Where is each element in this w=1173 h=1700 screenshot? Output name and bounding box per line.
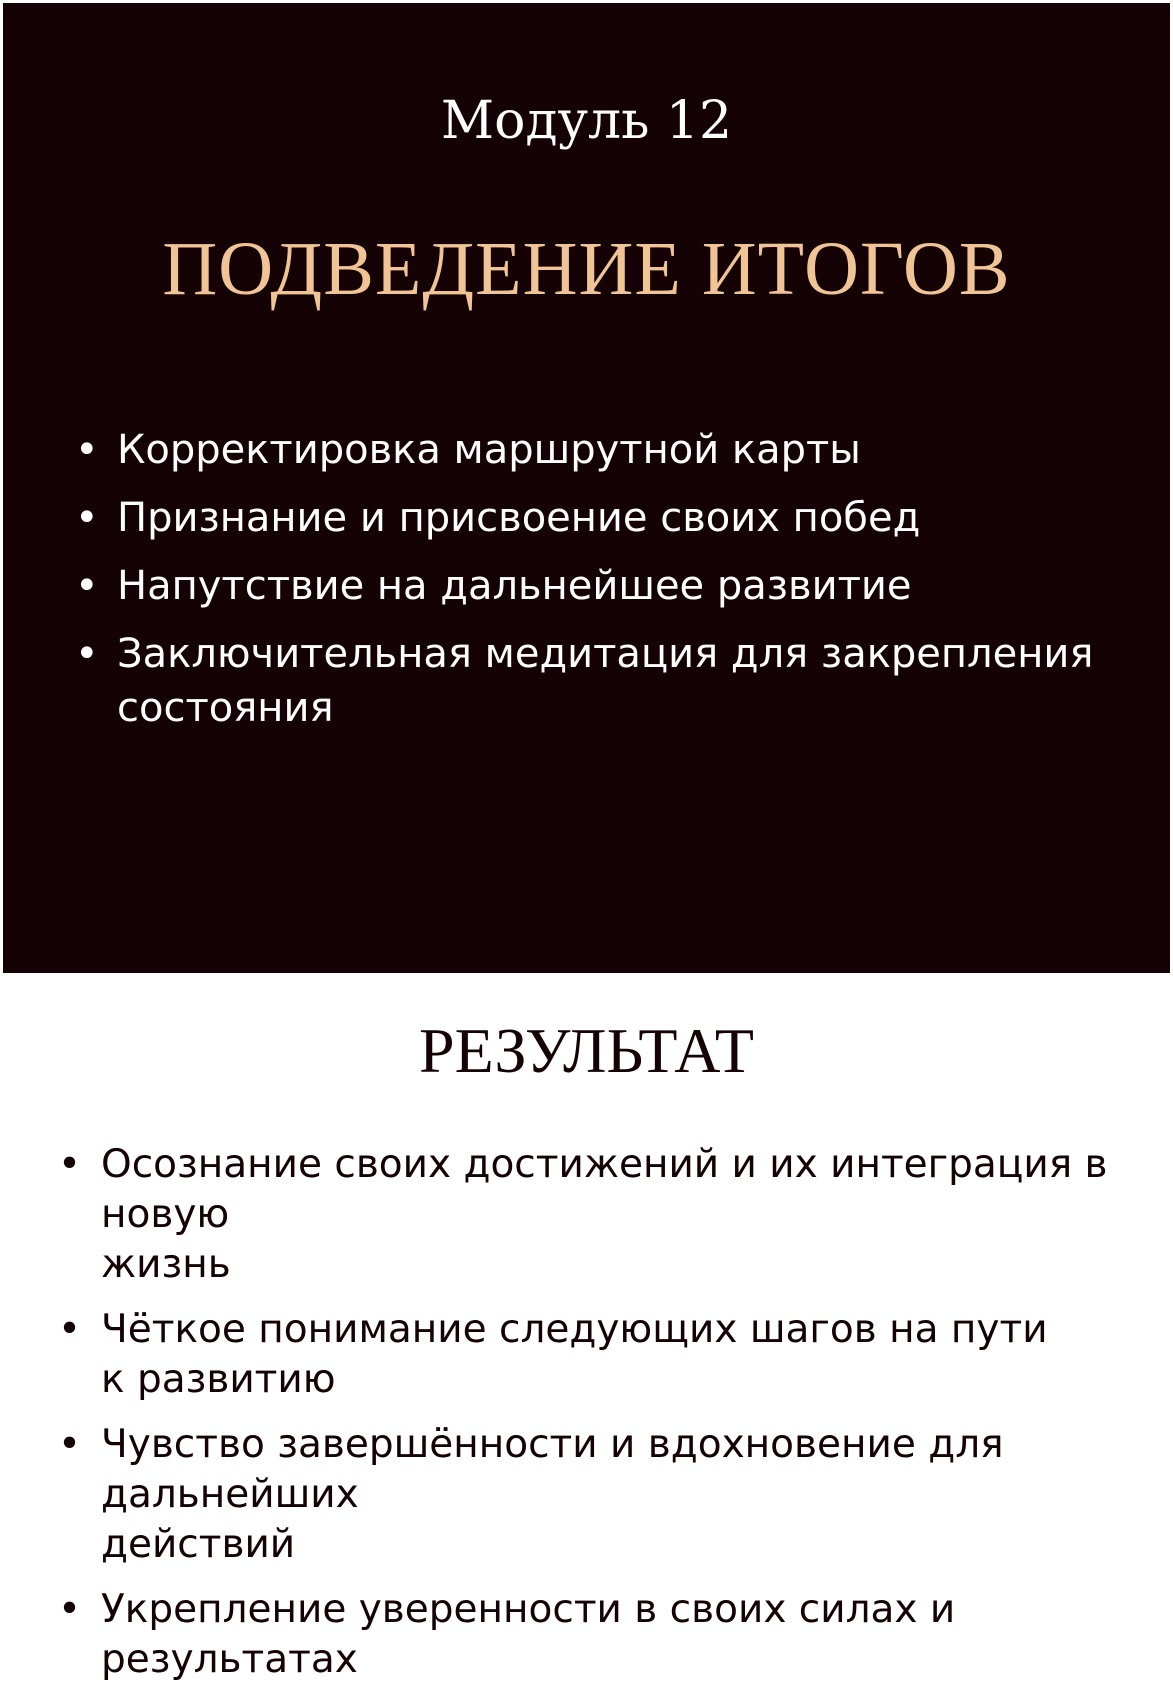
topic-text: Корректировка маршрутной карты <box>117 427 861 473</box>
list-item <box>75 491 1135 545</box>
bullet-icon: • <box>75 631 99 677</box>
bullet-icon: • <box>75 563 99 609</box>
result-title: РЕЗУЛЬТАТ <box>419 1015 754 1086</box>
result-text-line: к развитию <box>101 1357 336 1402</box>
bullet-icon: • <box>75 427 99 473</box>
result-text-line: действий <box>101 1522 296 1567</box>
module-title: ПОДВЕДЕНИЕ ИТОГОВ <box>162 227 1011 311</box>
module-topics-list <box>75 423 1135 749</box>
result-list <box>58 1140 1158 1700</box>
bullet-icon: • <box>75 495 99 541</box>
result-text-line: Чёткое понимание следующих шагов на пути <box>101 1307 1048 1352</box>
bullet-icon: • <box>58 1422 82 1467</box>
topic-text: Признание и присвоение своих побед <box>117 495 921 541</box>
result-text-line: Укрепление уверенности в своих силах и результатах <box>101 1587 956 1682</box>
list-item <box>75 627 1135 735</box>
list-item <box>75 423 1135 477</box>
list-item <box>58 1140 1158 1290</box>
topic-text: Напутствие на дальнейшее развитие <box>117 563 912 609</box>
result-text-line: Осознание своих достижений и их интеграция в новую <box>101 1142 1108 1237</box>
list-item <box>58 1305 1158 1405</box>
topic-text: Заключительная медитация для закрепления состояния <box>117 631 1094 731</box>
bullet-icon: • <box>58 1142 82 1187</box>
list-item <box>58 1420 1158 1570</box>
result-text-line: жизнь <box>101 1242 231 1287</box>
list-item <box>75 559 1135 613</box>
bullet-icon: • <box>58 1587 82 1632</box>
bullet-icon: • <box>58 1307 82 1352</box>
result-text-line: Чувство завершённости и вдохновение для дальнейших <box>101 1422 1004 1517</box>
module-number-label: Модуль 12 <box>440 91 733 151</box>
list-item <box>58 1585 1158 1685</box>
module-panel <box>3 3 1170 973</box>
